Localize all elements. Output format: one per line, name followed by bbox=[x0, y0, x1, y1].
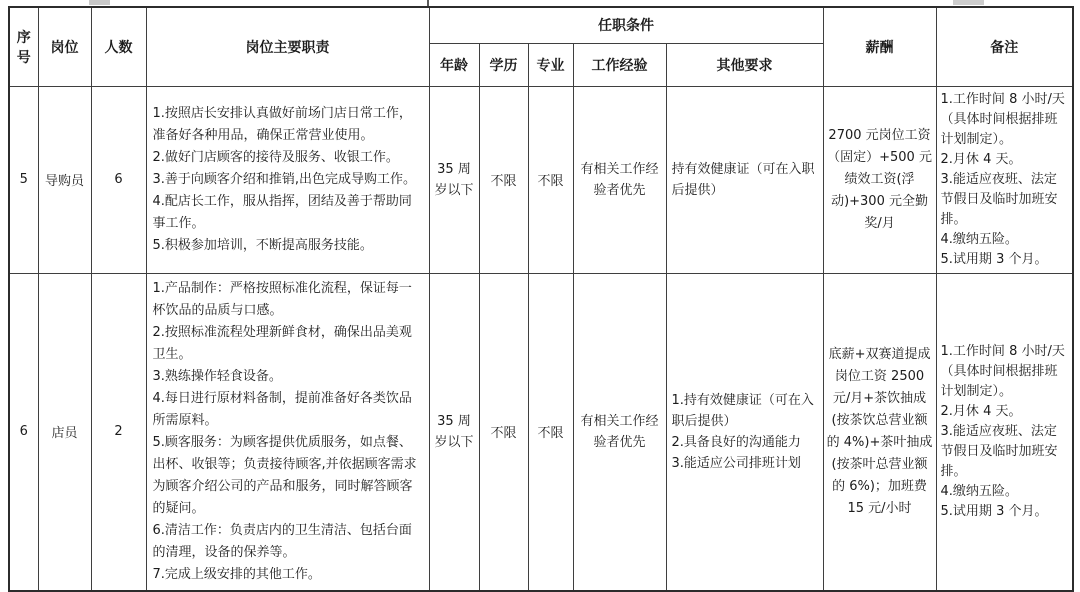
header-salary: 薪酬 bbox=[823, 7, 936, 86]
remark-item: 1.工作时间 8 小时/天（具体时间根据排班计划制定）。 bbox=[940, 91, 1065, 147]
cell-major: 不限 bbox=[528, 273, 573, 591]
cell-remarks bbox=[936, 273, 1073, 591]
cell-education: 不限 bbox=[479, 273, 528, 591]
duty-item: 1.产品制作：严格按照标准化流程，保证每一杯饮品的品质与口感。 bbox=[152, 280, 412, 318]
cell-headcount: 2 bbox=[91, 273, 146, 591]
cell-remarks bbox=[936, 86, 1073, 273]
remark-item: 2.月休 4 天。 bbox=[940, 403, 1022, 419]
other-requirement-item: 2.具备良好的沟通能力 bbox=[671, 434, 801, 450]
cell-age: 35 周岁以下 bbox=[429, 273, 479, 591]
header-headcount: 人数 bbox=[91, 7, 146, 86]
remark-item: 5.试用期 3 个月。 bbox=[940, 503, 1048, 519]
cell-headcount: 6 bbox=[91, 86, 146, 273]
remark-item: 2.月休 4 天。 bbox=[940, 151, 1022, 167]
table-row bbox=[9, 273, 1073, 591]
header-age: 年龄 bbox=[429, 43, 479, 86]
other-requirement-item: 3.能适应公司排班计划 bbox=[671, 455, 801, 471]
cell-other-requirements bbox=[666, 86, 823, 273]
duty-item: 2.做好门店顾客的接待及服务、收银工作。 bbox=[152, 149, 399, 165]
cell-education: 不限 bbox=[479, 86, 528, 273]
header-major: 专业 bbox=[528, 43, 573, 86]
cell-salary: 2700 元岗位工资（固定）+500 元绩效工资(浮动)+300 元全勤奖/月 bbox=[823, 86, 936, 273]
header-position: 岗位 bbox=[38, 7, 91, 86]
cell-age: 35 周岁以下 bbox=[429, 86, 479, 273]
other-requirement-item: 持有效健康证（可在入职后提供） bbox=[671, 161, 815, 198]
crop-artifact-left bbox=[89, 0, 110, 5]
remark-item: 3.能适应夜班、法定节假日及临时加班安排。 bbox=[940, 423, 1058, 479]
duty-item: 3.熟练操作轻食设备。 bbox=[152, 368, 282, 384]
header-education: 学历 bbox=[479, 43, 528, 86]
header-remarks: 备注 bbox=[936, 7, 1073, 86]
remark-item: 4.缴纳五险。 bbox=[940, 231, 1018, 247]
cell-position: 店员 bbox=[38, 273, 91, 591]
duty-item: 4.每日进行原材料备制，提前准备好各类饮品所需原料。 bbox=[152, 390, 412, 428]
duty-item: 4.配店长工作，服从指挥，团结及善于帮助同事工作。 bbox=[152, 193, 412, 231]
cell-experience: 有相关工作经验者优先 bbox=[573, 273, 666, 591]
header-conditions-group: 任职条件 bbox=[429, 7, 823, 43]
duty-item: 6.清洁工作：负责店内的卫生清洁、包括台面的清理，设备的保养等。 bbox=[152, 522, 412, 560]
header-seq: 序号 bbox=[9, 7, 38, 86]
duty-item: 2.按照标准流程处理新鲜食材，确保出品美观卫生。 bbox=[152, 324, 412, 362]
duty-item: 3.善于向顾客介绍和推销,出色完成导购工作。 bbox=[152, 171, 417, 187]
cell-salary: 底薪+双赛道提成岗位工资 2500 元/月+茶饮抽成(按茶饮总营业额的 4%)+茶叶抽成(按茶叶总营业额的 6%)；加班费 15 元/小时 bbox=[823, 273, 936, 591]
remark-item: 5.试用期 3 个月。 bbox=[940, 251, 1048, 267]
cell-other-requirements bbox=[666, 273, 823, 591]
remark-item: 3.能适应夜班、法定节假日及临时加班安排。 bbox=[940, 171, 1058, 227]
remark-item: 1.工作时间 8 小时/天（具体时间根据排班计划制定）。 bbox=[940, 343, 1065, 399]
cell-position: 导购员 bbox=[38, 86, 91, 273]
cell-duties bbox=[146, 273, 429, 591]
cell-seq: 5 bbox=[9, 86, 38, 273]
cell-duties bbox=[146, 86, 429, 273]
duty-item: 7.完成上级安排的其他工作。 bbox=[152, 566, 321, 582]
duty-item: 5.积极参加培训，不断提高服务技能。 bbox=[152, 237, 373, 253]
header-duties: 岗位主要职责 bbox=[146, 7, 429, 86]
header-other: 其他要求 bbox=[666, 43, 823, 86]
other-requirement-item: 1.持有效健康证（可在入职后提供） bbox=[671, 392, 814, 429]
cell-major: 不限 bbox=[528, 86, 573, 273]
header-experience: 工作经验 bbox=[573, 43, 666, 86]
cell-seq: 6 bbox=[9, 273, 38, 591]
job-postings-table bbox=[8, 6, 1074, 592]
crop-artifact-right bbox=[953, 0, 984, 5]
duty-item: 5.顾客服务：为顾客提供优质服务，如点餐、出杯、收银等；负责接待顾客,并依据顾客需求为顾客介绍公司的产品和服务，同时解答顾客的疑问。 bbox=[152, 434, 417, 516]
table-row bbox=[9, 86, 1073, 273]
duty-item: 1.按照店长安排认真做好前场门店日常工作，准备好各种用品，确保正常营业使用。 bbox=[152, 105, 412, 143]
remark-item: 4.缴纳五险。 bbox=[940, 483, 1018, 499]
cell-experience: 有相关工作经验者优先 bbox=[573, 86, 666, 273]
